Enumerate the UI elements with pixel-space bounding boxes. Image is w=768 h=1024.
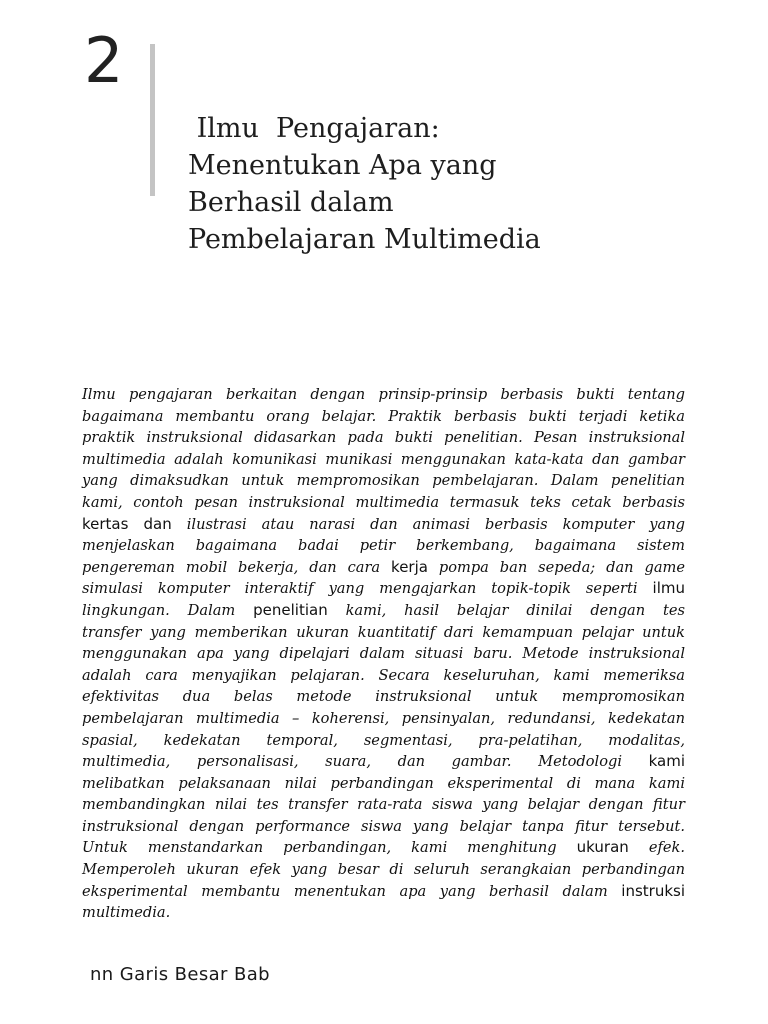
- chapter-outline-label: nn Garis Besar Bab: [90, 964, 270, 985]
- abstract-line: [82, 449, 685, 471]
- abstract-text-run: multimedia adalah komunikasi munikasi menggunakan kata-kata dan gambar: [82, 450, 685, 468]
- abstract-text-run: adalah cara menyajikan pelajaran. Secara keseluruhan, kami memeriksa: [82, 666, 685, 684]
- abstract-line: [82, 665, 685, 687]
- abstract-text-run: kami, contoh pesan instruksional multimedia termasuk teks cetak berbasis: [82, 493, 685, 511]
- abstract-line: [82, 557, 685, 579]
- abstract-line: [82, 622, 685, 644]
- chapter-title: [188, 110, 708, 258]
- abstract-line: [82, 535, 685, 557]
- abstract-text-run: Memperoleh ukuran efek yang besar di seluruh serangkaian perbandingan: [82, 861, 685, 879]
- abstract-line: [82, 902, 685, 924]
- abstract-upright-word: kerja: [391, 557, 428, 576]
- abstract-text-run: instruksional dengan performance siswa yang belajar tanpa fitur tersebut.: [82, 817, 685, 835]
- abstract-text-run: menggunakan apa yang dipelajari dalam situasi baru. Metode instruksional: [82, 645, 685, 663]
- chapter-abstract: [82, 384, 685, 924]
- abstract-line: [82, 643, 685, 665]
- abstract-line: [82, 794, 685, 816]
- abstract-text-run: eksperimental membantu menentukan apa yang berhasil dalam: [82, 882, 622, 900]
- abstract-text-run: pembelajaran multimedia – koherensi, pensinyalan, redundansi, kedekatan: [82, 709, 685, 727]
- abstract-line: [82, 578, 685, 600]
- abstract-text-run: membandingkan nilai tes transfer rata-rata siswa yang belajar dengan fitur: [82, 796, 685, 814]
- abstract-text-run: Ilmu pengajaran berkaitan dengan prinsip-prinsip berbasis bukti tentang: [82, 386, 685, 403]
- chapter-divider-rule: [150, 44, 155, 196]
- abstract-text-run: spasial, kedekatan temporal, segmentasi, pra-pelatihan, modalitas,: [82, 731, 685, 749]
- abstract-text-run: lingkungan. Dalam: [82, 601, 254, 619]
- abstract-line: [82, 514, 685, 536]
- abstract-line: [82, 816, 685, 838]
- abstract-text-run: transfer yang memberikan ukuran kuantitatif dari kemampuan pelajar untuk: [82, 623, 685, 641]
- chapter-title-line: Berhasil dalam: [188, 187, 394, 218]
- abstract-text-run: efek.: [628, 839, 686, 857]
- abstract-text-run: yang dimaksudkan untuk mempromosikan pembelajaran. Dalam penelitian: [82, 472, 685, 490]
- abstract-text-run: Untuk menstandarkan perbandingan, kami menghitung: [82, 839, 577, 857]
- abstract-text-run: efektivitas dua belas metode instruksional untuk mempromosikan: [82, 688, 685, 706]
- abstract-line: [82, 686, 685, 708]
- chapter-title-line: Pembelajaran Multimedia: [188, 224, 541, 255]
- abstract-text-run: ilustrasi atau narasi dan animasi berbasis komputer yang: [171, 515, 685, 533]
- abstract-line: [82, 470, 685, 492]
- abstract-upright-word: kertas dan: [82, 514, 172, 533]
- abstract-line: [82, 406, 685, 428]
- abstract-line: [82, 730, 685, 752]
- chapter-title-line: Menentukan Apa yang: [188, 150, 497, 181]
- abstract-line: [82, 773, 685, 795]
- abstract-text-run: praktik instruksional didasarkan pada bukti penelitian. Pesan instruksional: [82, 429, 685, 447]
- chapter-number: 2: [84, 24, 124, 97]
- abstract-upright-word: ilmu: [652, 579, 685, 598]
- abstract-text-run: bagaimana membantu orang belajar. Praktik berbasis bukti terjadi ketika: [82, 407, 685, 425]
- abstract-text-run: multimedia.: [82, 904, 171, 922]
- abstract-text-run: simulasi komputer interaktif yang mengajarkan topik-topik seperti: [82, 580, 653, 598]
- abstract-line: [82, 881, 685, 903]
- abstract-line: [82, 384, 685, 406]
- abstract-line: [82, 837, 685, 859]
- abstract-text-run: menjelaskan bagaimana badai petir berkembang, bagaimana sistem: [82, 537, 685, 555]
- abstract-line: [82, 859, 685, 881]
- abstract-line: [82, 600, 685, 622]
- abstract-line: [82, 751, 685, 773]
- abstract-text-run: pengereman mobil bekerja, dan cara: [82, 558, 392, 576]
- abstract-line: [82, 708, 685, 730]
- abstract-text-run: pompa ban sepeda; dan game: [427, 558, 685, 576]
- abstract-line: [82, 492, 685, 514]
- abstract-upright-word: kami: [648, 752, 685, 771]
- abstract-upright-word: ukuran: [576, 838, 629, 857]
- chapter-title-line: Ilmu Pengajaran:: [188, 113, 440, 144]
- abstract-text-run: multimedia, personalisasi, suara, dan gambar. Metodologi: [82, 753, 649, 771]
- abstract-text-run: kami, hasil belajar dinilai dengan tes: [327, 601, 685, 619]
- abstract-upright-word: instruksi: [621, 881, 685, 900]
- abstract-text-run: melibatkan pelaksanaan nilai perbandingan eksperimental di mana kami: [82, 774, 685, 792]
- abstract-line: [82, 427, 685, 449]
- abstract-upright-word: penelitian: [253, 600, 328, 619]
